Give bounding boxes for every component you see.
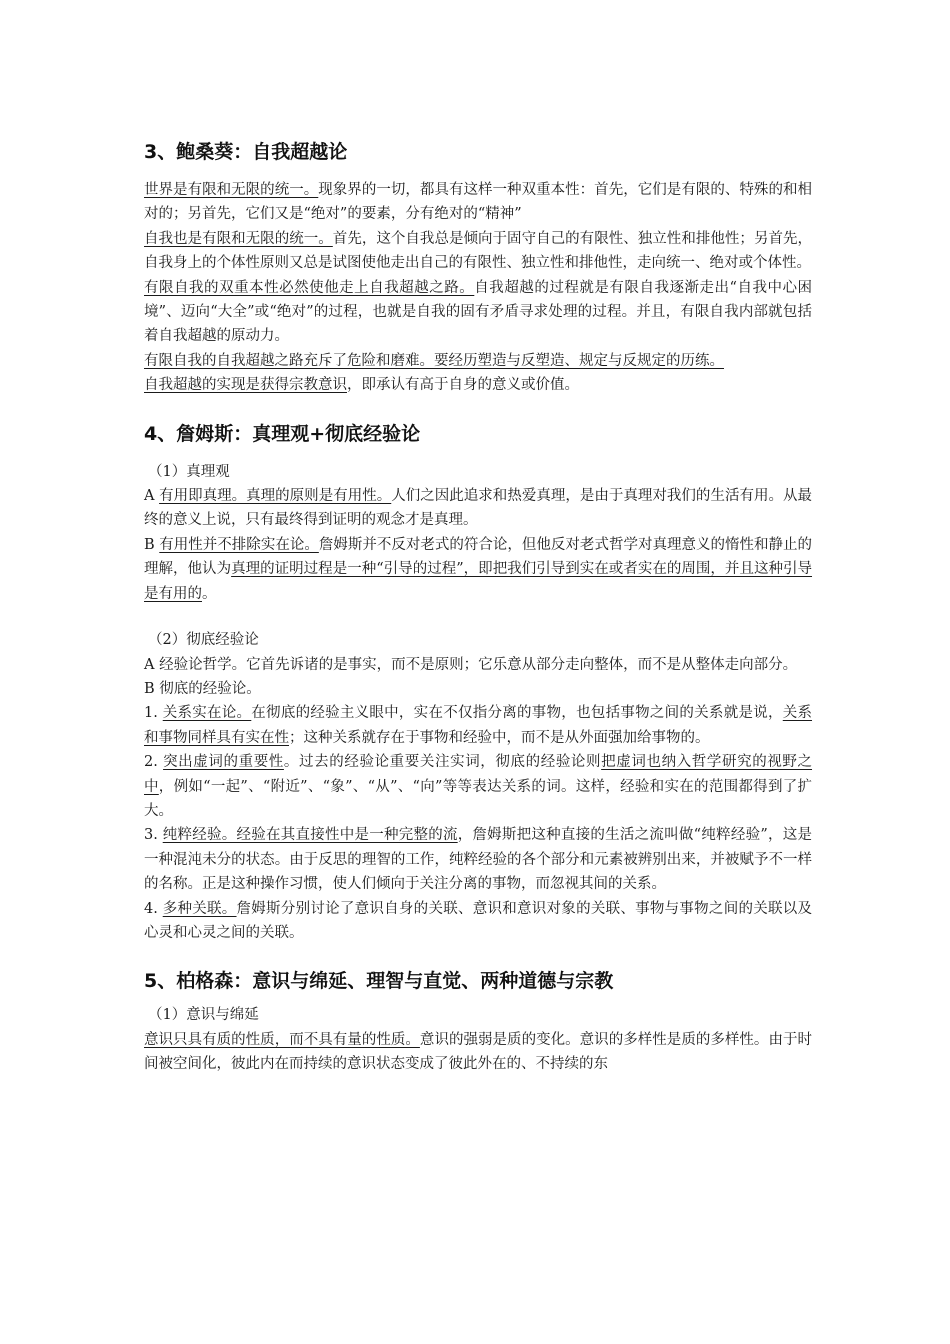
text-run: 詹姆斯分别讨论了意识自身的关联、意识和意识对象的关联、事物与事物之间的关联以及心灵和心灵之间的关联。 (144, 900, 812, 941)
paragraph (144, 349, 812, 373)
list-item (144, 897, 812, 946)
paragraph (144, 178, 812, 227)
subheading: （2）彻底经验论 (148, 632, 259, 649)
text-run: 2. (144, 754, 164, 771)
text-run: ，例如“一起”、“附近”、“象”、“从”、“向”等等表达关系的词。这样，经验和实在的范围都得到了扩大。 (144, 778, 813, 819)
paragraph (144, 227, 812, 276)
document-page (144, 130, 812, 1077)
text-run: ，詹姆斯把这种直接的生活之流叫做“纯粹经验”，这是一种混沌未分的状态。由于反思的理智的工作，纯粹经验的各个部分和元素被辨别出来，并被赋予不一样的名称。正是这种操作习惯，使人们倾向于关注分离的事物，而忽视其间的关系。 (144, 827, 812, 893)
underlined-text: 多种关联。 (162, 900, 237, 917)
text-run: A (144, 488, 160, 505)
text-run: 。过去的经验论重要关注实词，彻底的经验论则 (283, 754, 602, 771)
underlined-text: 有用性并不排除实在论。 (159, 536, 319, 553)
text-run: B 彻底的经验论。 (144, 680, 261, 697)
text-run: 4. (144, 900, 163, 917)
paragraph (144, 276, 812, 349)
paragraph (144, 1028, 812, 1077)
section-5-heading: 5、柏格森：意识与绵延、理智与直觉、两种道德与宗教 (144, 970, 614, 993)
underlined-text: 世界是有限和无限的统一。 (144, 182, 319, 198)
text-run: ，即承认有高于自身的意义或价值。 (347, 377, 579, 394)
underlined-text: 有限自我的自我超越之路充斥了危险和磨难。要经历塑造与反塑造、规定与反规定的历练。 (144, 352, 724, 369)
underlined-text: 自我超越的实现是获得宗教意识 (144, 377, 347, 394)
underlined-text: 意识只具有质的性质，而不具有量的性质。 (144, 1031, 420, 1048)
text-run: 意识的强弱是质的变化。意识的多样性是质的多样性。由于时间被空间化，彼此内在而持续的意识状态变成了彼此外在的、不持续的东 (144, 1031, 812, 1073)
text-run: 人们之因此追求和热爱真理，是由于真理对我们的生活有用。从最终的意义上说，只有最终得到证明的观念才是真理。 (144, 488, 813, 529)
text-run: 1. (144, 705, 163, 722)
text-run: 3. (144, 827, 163, 844)
section-3-heading: 3、鲍桑葵：自我超越论 (144, 141, 348, 163)
subheading: （1）真理观 (148, 463, 230, 480)
text-run: 在彻底的经验主义眼中，实在不仅指分离的事物，也包括事物之间的关系就是说， (251, 705, 783, 722)
underlined-text: 纯粹经验。经验在其直接性中是一种完整的流 (162, 827, 458, 844)
text-run: 自我超越的过程就是有限自我逐渐走出“自我中心困境”、迈向“大全”或“绝对”的过程，也就是自我的固有矛盾寻求处理的过程。并且，有限自我内部就包括着自我超越的原动力。 (144, 279, 812, 345)
list-item (144, 823, 812, 896)
paragraph (144, 677, 812, 701)
underlined-text: 有用即真理。真理的原则是有用性。 (159, 488, 392, 505)
underlined-text: 真理的证明过程是一种“引导的过程”，即把我们引导到实在或者实在的周围，并且这种引导是有用的 (144, 561, 813, 602)
underlined-text: 突出虚词的重要性 (163, 754, 284, 771)
list-item (144, 701, 812, 750)
text-run: ；这种关系就存在于事物和经验中，而不是从外面强加给事物的。 (289, 729, 710, 746)
text-run: A 经验论哲学。它首先诉诸的是事实，而不是原则；它乐意从部分走向整体，而不是从整体走向部分。 (144, 656, 798, 673)
underlined-text: 把虚词也纳入哲学研究的视野之中 (144, 754, 813, 795)
text-run: B (144, 536, 160, 553)
underlined-text: 自我也是有限和无限的统一。 (144, 230, 333, 247)
section-4-heading: 4、詹姆斯：真理观+彻底经验论 (144, 422, 421, 445)
paragraph (144, 484, 812, 533)
underlined-text: 有限自我的双重本性必然使他走上自我超越之路。 (144, 279, 475, 296)
text-run: 现象界的一切，都具有这样一种双重本性：首先，它们是有限的、特殊的和相对的；另首先，它们又是“绝对”的要素，分有绝对的“精神” (144, 182, 812, 223)
paragraph (144, 373, 812, 397)
list-item (144, 750, 812, 823)
subheading: （1）意识与绵延 (148, 1007, 259, 1024)
text-run: 首先，这个自我总是倾向于固守自己的有限性、独立性和排他性；另首先，自我身上的个体性原则又总是试图使他走出自己的有限性、独立性和排他性，走向统一、绝对或个体性。 (144, 230, 813, 272)
paragraph (144, 653, 812, 677)
paragraph (144, 533, 812, 606)
underlined-text: 关系和事物同样具有实在性 (144, 705, 813, 746)
underlined-text: 关系实在论。 (162, 705, 252, 722)
text-run: 。 (202, 585, 217, 602)
text-run: 詹姆斯并不反对老式的符合论，但他反对老式哲学对真理意义的惰性和静止的理解，他认为 (144, 536, 813, 578)
